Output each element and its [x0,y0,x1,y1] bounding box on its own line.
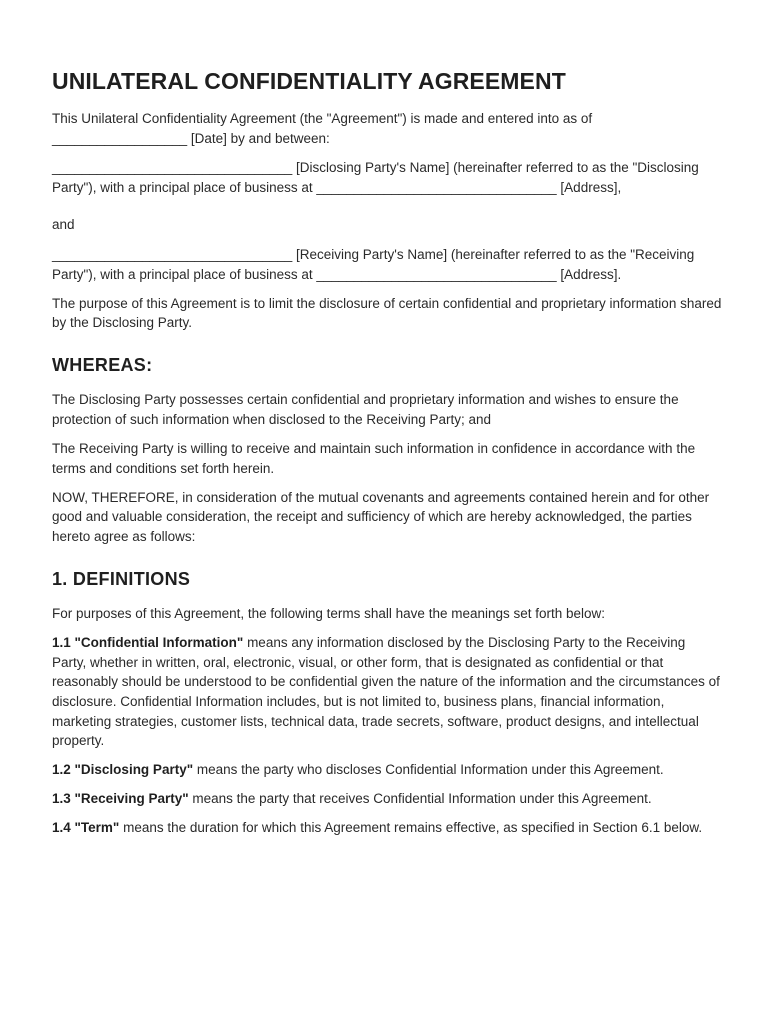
definition-text: means the party who discloses Confidential Information under this Agreement. [193,762,664,778]
document-page [52,68,722,848]
whereas-paragraph: NOW, THEREFORE, in consideration of the mutual covenants and agreements contained herein and for other good and valuable consideration, the receipt and sufficiency of which are hereby acknowledged, the parties hereto agree as follows: [52,489,710,544]
definition-term: 1.4 "Term" [52,820,120,836]
whereas-heading: WHEREAS: [52,354,153,375]
definition-text: means any information disclosed by the Disclosing Party to the Receiving Party, whether in written, oral, electronic, visual, or other form, that is designated as confidential or that reasonably should be understood to be confidential given the nature of the information and the circumstances of disclosure. Confidential Information includes, but is not limited to, business plans, financial information, marketing strategies, customer lists, technical data, trade secrets, software, product designs, and intellectual property. [52,635,720,749]
purpose-paragraph: The purpose of this Agreement is to limit the disclosure of certain confidential and proprietary information shared by the Disclosing Party. [52,295,722,331]
intro-paragraph: This Unilateral Confidentiality Agreement (the "Agreement") is made and entered into as of __________________ [Date] by and between: [52,111,593,147]
definitions-intro: For purposes of this Agreement, the following terms shall have the meanings set forth below: [52,606,606,622]
definitions-heading: 1. DEFINITIONS [52,568,191,589]
whereas-paragraph: The Disclosing Party possesses certain confidential and proprietary information and wishes to ensure the protection of such information when disclosed to the Receiving Party; and [52,392,679,427]
definition-term: 1.3 "Receiving Party" [52,791,189,807]
and-paragraph: and [52,217,75,233]
definition-text: means the party that receives Confidential Information under this Agreement. [188,791,652,807]
definition-item [52,789,722,809]
definition-term: 1.1 "Confidential Information" [52,635,244,651]
whereas-paragraph: The Receiving Party is willing to receive and maintain such information in confidence in accordance with the terms and conditions set forth herein. [52,441,696,476]
definition-item [52,818,722,838]
definition-item [52,633,722,751]
definition-text: means the duration for which this Agreement remains effective, as specified in Section 6.1 below. [119,820,703,836]
document-title: UNILATERAL CONFIDENTIALITY AGREEMENT [52,68,566,94]
definition-item [52,760,722,780]
disclosing-party-paragraph: ________________________________ [Disclosing Party's Name] (hereinafter referred to as the "Disclosing Party"), with a principal place of business at ________________________________ [Address], [52,160,699,195]
definition-term: 1.2 "Disclosing Party" [52,762,194,778]
receiving-party-paragraph: ________________________________ [Receiving Party's Name] (hereinafter referred to as the "Receiving Party"), with a principal place of business at ________________________________ [Address]. [52,246,695,282]
